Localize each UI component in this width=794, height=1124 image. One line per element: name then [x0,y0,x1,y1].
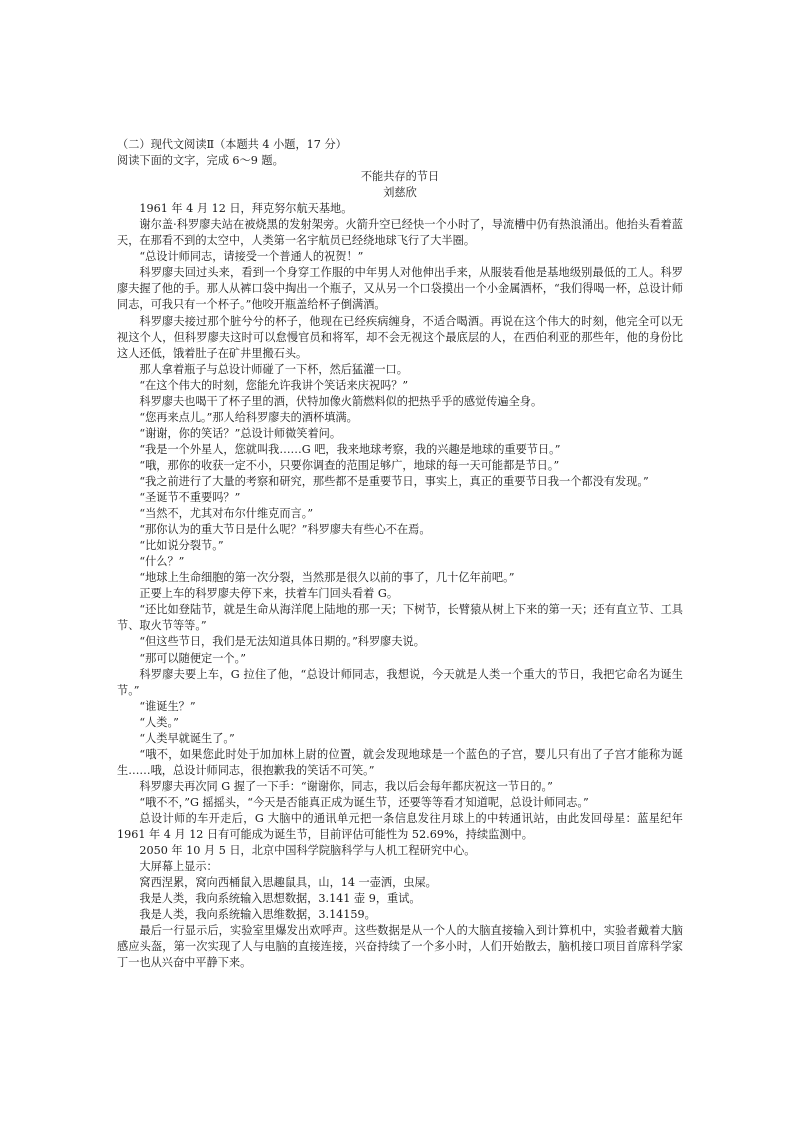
paragraph: “哦不，如果您此时处于加加林上尉的位置，就会发现地球是一个蓝色的子宫，婴儿只有出了子宫才能称为诞生……哦，总设计师同志，很抱歉我的笑话不可笑。” [117,747,683,777]
paragraph: “您再来点儿。”那人给科罗廖夫的酒杯填满。 [139,410,358,424]
paragraph: “在这个伟大的时刻，您能允许我讲个笑话来庆祝吗？” [139,378,409,392]
reading-instruction: 阅读下面的文字，完成 6～9 题。 [117,154,284,168]
paragraph: “那你认为的重大节日是什么呢？”科罗廖夫有些心不在焉。 [139,523,431,537]
section-header: （二）现代文阅读Ⅱ（本题共 4 小题，17 分） [117,138,347,151]
paragraph: “当然不，尤其对布尔什维克而言。” [139,507,314,521]
paragraph: “圣诞节不重要吗？” [139,491,241,505]
paragraph: “我是一个外星人，您就叫我……G 吧，我来地球考察，我的兴趣是地球的重要节日。” [139,442,561,456]
paragraph: 我是人类，我向系统输入思维数据，3.14159。 [139,908,376,922]
paragraph: “什么？” [139,555,185,569]
paragraph: “哦，那你的收获一定不小，只要你调查的范围足够广，地球的每一天可能都是节日。” [139,458,560,472]
paragraph: “地球上生命细胞的第一次分裂，当然那是很久以前的事了，几十亿年前吧。” [139,571,515,585]
paragraph: 总设计师的车开走后，G 大脑中的通讯单元把一条信息发往月球上的中转通讯站，由此发回母星：蓝星纪年 1961 年 4 月 12 日有可能成为诞生节，目前评估可能性为 52.69%，持续监测中。 [117,811,683,842]
paragraph: 最后一行显示后，实验室里爆发出欢呼声。这些数据是从一个人的大脑直接输入到计算机中，实验者戴着大脑感应头盔，第一次实现了人与电脑的直接连接，兴奋持续了一个多小时，人们开始散去，脑机接口项目首席科学家丁一也从兴奋中平静下来。 [117,924,683,970]
paragraph: 我是人类，我向系统输入思想数据，3.141 壶 9，重试。 [139,892,421,906]
paragraph: 科罗廖夫再次同 G 握了一下手：“谢谢你，同志，我以后会每年都庆祝这一节日的。” [139,779,553,793]
paragraph: “那可以随便定一个。” [139,651,246,665]
paragraph: “总设计师同志，请接受一个普通人的祝贺！” [139,250,364,264]
paragraph: “谢谢，你的笑话？”总设计师微笑着问。 [139,426,342,440]
paragraph: 正要上车的科罗廖夫停下来，扶着车门回头看着 G。 [139,587,399,601]
paragraph: 2050 年 10 月 5 日，北京中国科学院脑科学与人机工程研究中心。 [139,844,476,858]
paragraph: “我之前进行了大量的考察和研究，那些都不是重要节日，事实上，真正的重要节日我一个都没有发现。” [139,474,649,488]
paragraph: 大屏幕上显示： [139,860,218,874]
paragraph: 科罗廖夫要上车，G 拉住了他，“总设计师同志，我想说，今天就是人类一个重大的节日，我把它命名为诞生节。” [117,667,683,697]
paragraph: 1961 年 4 月 12 日，拜克努尔航天基地。 [139,202,353,216]
article-title: 不能共存的节日 [360,170,440,184]
paragraph: “还比如登陆节，就是生命从海洋爬上陆地的那一天；下树节，长臂猿从树上下来的第一天；还有直立节、工具节、取火节等等。” [117,603,683,633]
document-page [117,137,683,971]
paragraph: 窝西涅累，窝向西桶鼠入思趣鼠具，山，14 一壶洒，虫屎。 [139,876,437,890]
paragraph: 谢尔盖·科罗廖夫站在被烧黑的发射架旁。火箭升空已经快一个小时了，导流槽中仍有热浪涌出。他抬头看着蓝天，在那看不到的太空中，人类第一名宇航员已经绕地球飞行了大半圈。 [117,218,683,248]
article-body [117,201,683,971]
paragraph: “谁诞生？” [139,699,196,713]
paragraph: “哦不不，”G 摇摇头，“今天是否能真正成为诞生节，还要等等看才知道呢，总设计师同志。” [139,795,589,809]
paragraph: 科罗廖夫回过头来，看到一个身穿工作服的中年男人对他伸出手来，从服装看他是基地级别最低的工人。科罗廖夫握了他的手。那人从裤口袋中掏出一个瓶子，又从另一个口袋摸出一个小金属酒杯，“我们得喝一杯，总设计师同志，可我只有一个杯子。”他咬开瓶盖给杯子倒满酒。 [117,266,683,312]
paragraph: 科罗廖夫接过那个脏兮兮的杯子，他现在已经疾病缠身，不适合喝酒。再说在这个伟大的时刻，他完全可以无视这个人，但科罗廖夫这时可以怠慢官员和将军，却不会无视这个最底层的人，在西伯利亚的那些年，他的身份比这人还低，饿着肚子在矿井里搬石头。 [117,314,683,360]
paragraph: 那人拿着瓶子与总设计师碰了一下杯，然后猛灌一口。 [139,362,408,376]
paragraph: “人类。” [139,715,179,729]
paragraph: “比如说分裂节。” [139,539,224,553]
paragraph: 科罗廖夫也喝干了杯子里的酒，伏特加像火箭燃料似的把热乎乎的感觉传遍全身。 [139,394,543,408]
article-author: 刘慈欣 [383,186,417,200]
paragraph: “人类早就诞生了。” [139,731,235,745]
paragraph: “但这些节日，我们是无法知道具体日期的。”科罗廖夫说。 [139,635,425,649]
